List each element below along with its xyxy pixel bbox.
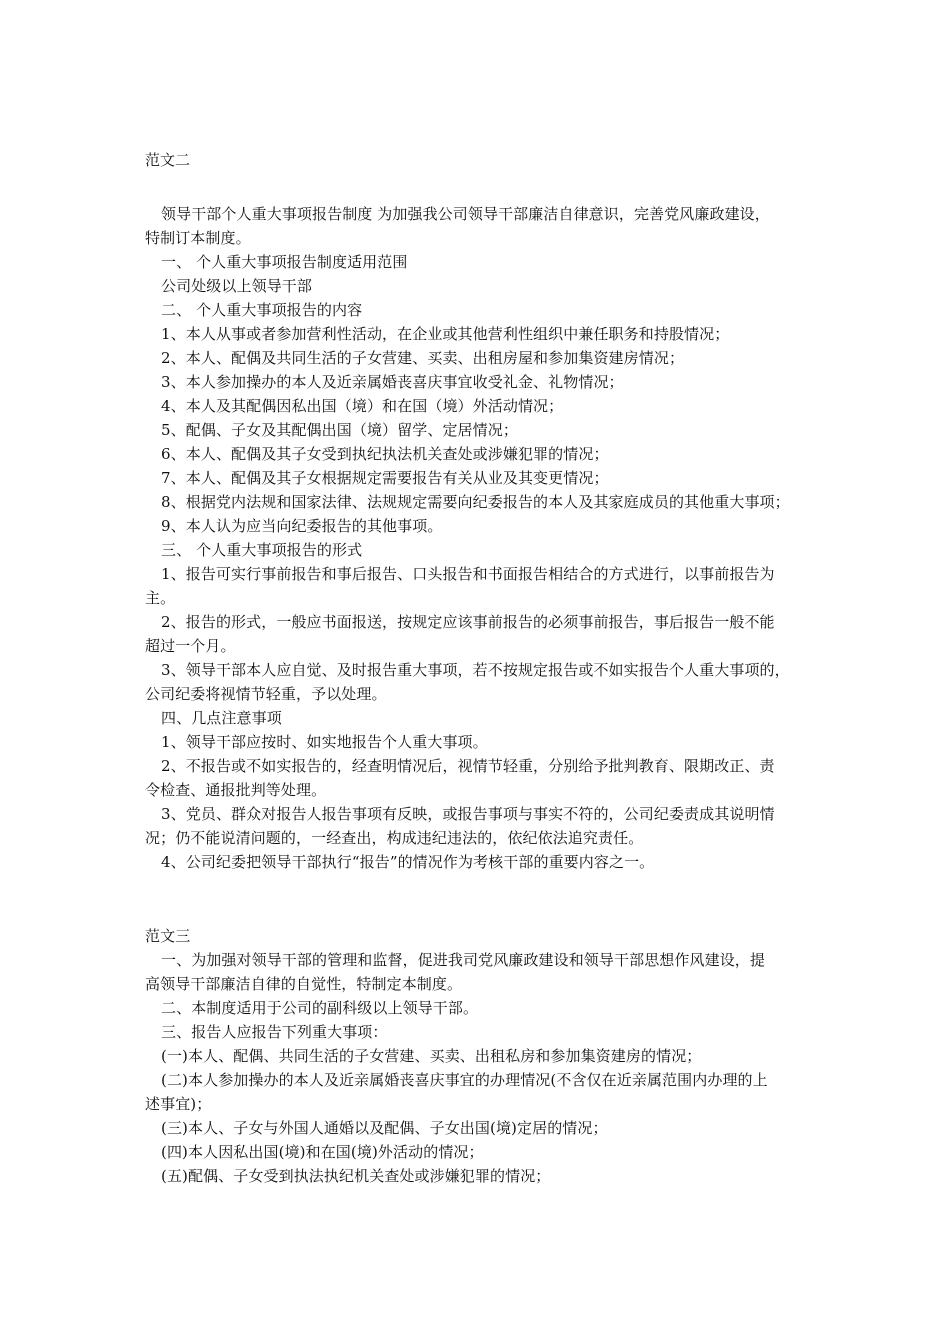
list-item: 6、本人、配偶及其子女受到执纪执法机关查处或涉嫌犯罪的情况；: [161, 445, 609, 463]
intro-line: 领导干部个人重大事项报告制度 为加强我公司领导干部廉洁自律意识，完善党风廉政建设，: [161, 205, 770, 223]
list-item: 5、配偶、子女及其配偶出国（境）留学、定居情况；: [161, 421, 518, 439]
list-item: (一)本人、配偶、共同生活的子女营建、买卖、出租私房和参加集资建房的情况；: [161, 1047, 702, 1065]
list-item: 3、本人参加操办的本人及近亲属婚丧喜庆事宜收受礼金、礼物情况；: [161, 373, 624, 391]
intro-line: 特制订本制度。: [145, 229, 251, 247]
list-item: (三)本人、子女与外国人通婚以及配偶、子女出国(境)定居的情况；: [161, 1119, 608, 1137]
list-item: 7、本人、配偶及其子女根据规定需要报告有关从业及其变更情况；: [161, 469, 609, 487]
list-item: (四)本人因私出国(境)和在国(境)外活动的情况；: [161, 1143, 484, 1161]
paragraph: 三、报告人应报告下列重大事项：: [161, 1023, 388, 1041]
section-2-title: 范文二: [145, 151, 191, 169]
list-item: 述事宜)；: [145, 1095, 212, 1113]
paragraph: 2、不报告或不如实报告的，经查明情况后，视情节轻重，分别给予批判教育、限期改正、责: [161, 757, 775, 775]
subheading: 四、几点注意事项: [161, 709, 282, 727]
subheading: 一、 个人重大事项报告制度适用范围: [161, 253, 408, 271]
paragraph: 3、领导干部本人应自觉、及时报告重大事项，若不按规定报告或不如实报告个人重大事项的，: [161, 661, 790, 679]
list-item: 8、根据党内法规和国家法律、法规规定需要向纪委报告的本人及其家庭成员的其他重大事项；: [161, 493, 790, 511]
subheading: 二、 个人重大事项报告的内容: [161, 301, 363, 319]
paragraph: 一、为加强对领导干部的管理和监督，促进我司党风廉政建设和领导干部思想作风建设，提: [161, 951, 766, 969]
paragraph: 4、公司纪委把领导干部执行“报告”的情况作为考核干部的重要内容之一。: [161, 853, 655, 871]
subheading: 三、 个人重大事项报告的形式: [161, 541, 363, 559]
paragraph: 公司纪委将视情节轻重，予以处理。: [145, 685, 387, 703]
list-item: 1、本人从事或者参加营利性活动，在企业或其他营利性组织中兼任职务和持股情况；: [161, 325, 730, 343]
paragraph: 1、领导干部应按时、如实地报告个人重大事项。: [161, 733, 488, 751]
paragraph: 3、党员、群众对报告人报告事项有反映，或报告事项与事实不符的，公司纪委责成其说明情: [161, 805, 775, 823]
paragraph: 公司处级以上领导干部: [161, 277, 313, 295]
list-item: 2、本人、配偶及共同生活的子女营建、买卖、出租房屋和参加集资建房情况；: [161, 349, 685, 367]
paragraph: 2、报告的形式，一般应书面报送，按规定应该事前报告的必须事前报告，事后报告一般不能: [161, 613, 775, 631]
section-2-body: [145, 202, 825, 874]
paragraph: 况；仍不能说清问题的，一经查出，构成违纪违法的，依纪依法追究责任。: [145, 829, 644, 847]
section-3: [145, 924, 825, 1188]
paragraph: 主。: [145, 589, 176, 607]
list-item: (二)本人参加操办的本人及近亲属婚丧喜庆事宜的办理情况(不含仅在近亲属范围内办理的上: [161, 1071, 768, 1089]
section-3-title: 范文三: [145, 927, 191, 945]
list-item: 4、本人及其配偶因私出国（境）和在国（境）外活动情况；: [161, 397, 564, 415]
paragraph: 超过一个月。: [145, 637, 236, 655]
section-2: [145, 148, 825, 172]
paragraph: 高领导干部廉洁自律的自觉性，特制定本制度。: [145, 975, 463, 993]
list-item: (五)配偶、子女受到执法执纪机关查处或涉嫌犯罪的情况；: [161, 1167, 551, 1185]
list-item: 9、本人认为应当向纪委报告的其他事项。: [161, 517, 443, 535]
paragraph: 1、报告可实行事前报告和事后报告、口头报告和书面报告相结合的方式进行，以事前报告为: [161, 565, 775, 583]
paragraph: 二、本制度适用于公司的副科级以上领导干部。: [161, 999, 479, 1017]
paragraph: 令检查、通报批判等处理。: [145, 781, 327, 799]
